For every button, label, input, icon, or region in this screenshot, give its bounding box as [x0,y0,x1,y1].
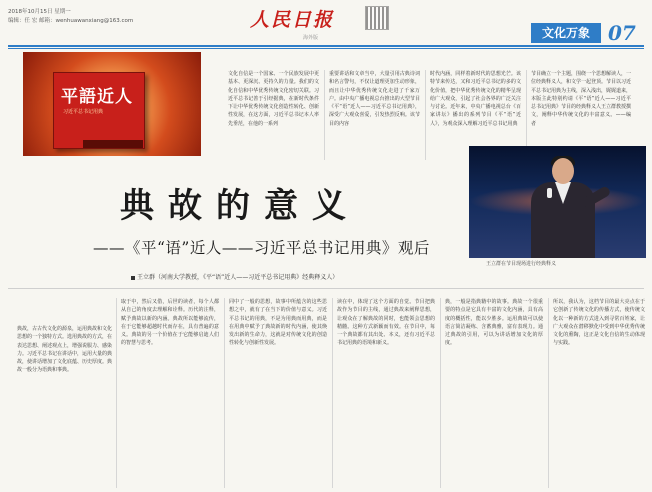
section-divider [8,288,644,289]
masthead-info [8,8,133,26]
editor-line: 编辑：任 宏 邮箱：wenhuawanxiang@163.com [8,18,134,24]
column-divider [548,298,549,488]
book-cover-title: 平語近人 [61,87,133,107]
newspaper-logo: 人民日报 [250,9,335,31]
newspaper-edition: 海外版 [303,35,319,41]
book-stand [83,140,143,148]
column-divider [425,70,426,160]
body-column-3: 同中了一般的思想，故事中所蕴含的这些思想之中，就有了在当下的价值与意义。习近平总书记的用典，不是为用典而用典，而是在用典中赋予了典故新的时代内涵，使其焕发出新的生命力，这就是对传统文化的创造性转化与创新性发展。 [229,299,327,347]
intro-column-1: 文化自信是一个国家、一个民族发展中更基本、更深沉、更持久的力量。我们的文化自信和中华优秀传统文化密切关联。习近平总书记善于引经据典，在新时代条件下让中华优秀传统文化创造性转化、创新性发展，在这方面，习近平总书记本人率先垂范，在他的一系列 [228,71,319,127]
photo-caption: 王立群在节目现场进行经典释义 [486,261,557,267]
book-cover-image [23,52,201,156]
bullet-icon [131,276,135,280]
article-subtitle: ——《平“语”近人——习近平总书记用典》观后 [93,239,430,257]
column-divider [224,298,225,488]
section-label: 文化万象 [531,23,601,43]
body-column-4: 读在中，体现了这个方面的自觉。节目把典故作为节目的主线，通过典故来阐释思想，让观众在了解典故的同时，也能领会思想的精髓。这种方式新颖而有效。在节目中，每一个典故都有其出处、本义，还有习近平总书记用典的语境和新义。 [337,299,435,347]
body-column-6: 所以，我认为，这档节目的最大亮点在于它创新了传统文化的传播方式，使传统文化以一种新的方式进入到寻常百姓家，让广大观众在潜移默化中受到中华优秀传统文化的熏陶，这正是文化自信的生动体现与实践。 [553,299,645,347]
column-divider [332,298,333,488]
qr-code-icon [365,6,389,30]
column-divider [324,70,325,160]
microphone-icon [547,188,552,198]
body-column-1: 典故，古古代文化的源泉，运用典故和文化思想的一个独特方式。选用典故的方式，在表达思想、阐述观点上，增强说服力、感染力。习近平总书记在讲话中，运用大量的典故，使讲话增加了文化底蕴、历史厚度。典故一般分为语典和事典。 [17,326,112,374]
speaker-photo [469,146,646,258]
body-column-5: 典，一般是指典籍中的故事。典故一个很重要的特点是它具有丰富的文化内涵，具有高度的概括性，能以少胜多。运用典故可以使语言简洁凝练、含蓄典雅，富有表现力。通过典故的引用，可以为讲话增加文化的厚度。 [445,299,543,347]
byline [131,272,338,281]
column-divider [116,298,117,488]
column-divider [440,298,441,488]
header-rule-thin [8,48,644,49]
intro-column-2: 重要讲话和文章当中，大量引用古典诗词和名言警句，不仅让道理更加生动形象，而且让中华优秀传统文化走进了千家万户。由中央广播电视总台推出的大型节目《平“语”近人——习近平总书记用典》，深受广大观众喜爱，引发热烈反响。该节目的内容 [329,71,420,127]
article-title: 典故的意义 [120,186,360,226]
header-rule [8,45,644,47]
page-number: 07 [608,21,636,45]
intro-column-4: 节目确立一个主题，围绕一个思想解读人，一位经典释义人，和文学一起登顶。节目以习近平总书记用典为主线，深入浅出，娓娓道来，本版主此特别约请《平“语”近人——习近平总书记用典》节目的经典释义人王立群教授撰文，阐释中华传统文化的丰富意义。——编 者 [531,71,631,127]
issue-date: 2018年10月15日 星期一 [8,9,71,15]
intro-column-3: 时代内涵，同样着新时代的思想光芒。该特节来传达，又和习近平总书记的多的文化价值，把中华优秀传统文化的精华呈现给广大观众，引起了社会各界的广泛关注与讨论。近年来，中央广播电视总台《百家讲坛》播出的系列节目《平“语”近人》，为观众深入理解习近平总书记用典 [430,71,521,127]
speaker-head [552,158,574,184]
byline-text: 王立群（河南大学教授，《平“语”近人——习近平总书记用典》经典释义人） [137,274,339,281]
book-cover-subtitle: 习近平总书记用典 [63,109,104,115]
body-column-2: 取于中，然后又借，后世的读者，每个人都从自己的角度去理解和诠释。历代的注释，赋予典故以新的内涵。典故所以能够流传，在于它能够超越时代而存在，具有普遍的意义。典故的另一个价值在于它能够启迪人们的智慧与思考。 [121,299,219,347]
